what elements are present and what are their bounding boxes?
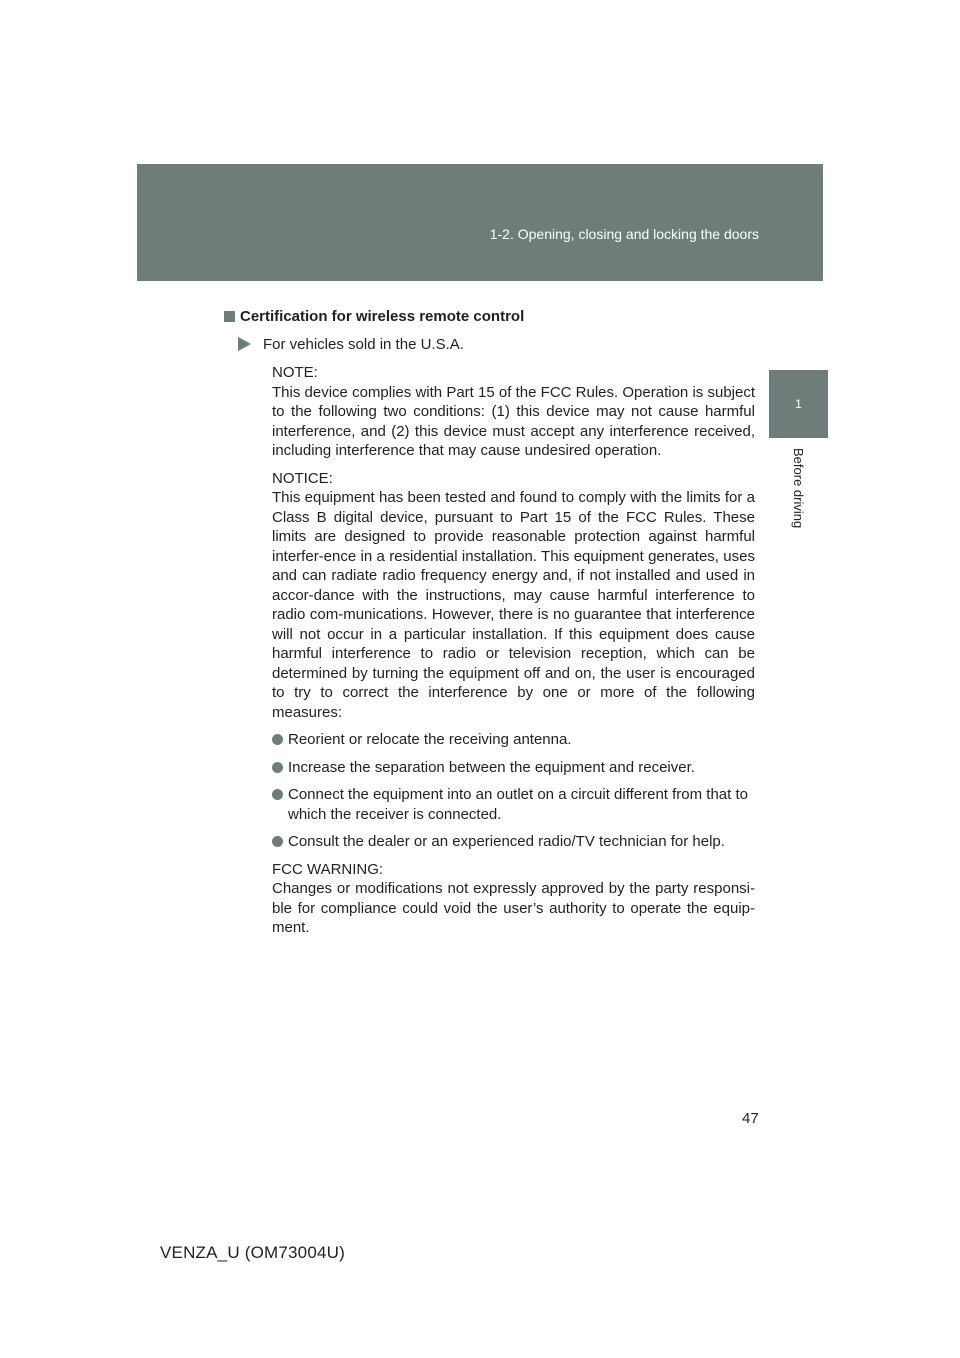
bullet-icon: [272, 789, 283, 800]
square-bullet-icon: [224, 311, 235, 322]
section-heading: [224, 307, 755, 327]
list-item: [272, 730, 755, 750]
list-item: [272, 785, 755, 824]
bullet-icon: [272, 734, 283, 745]
measure-text: Consult the dealer or an experienced radio/TV technician for help.: [288, 833, 725, 850]
note-text: This device complies with Part 15 of the FCC Rules. Operation is subject to the following two conditions: (1) this device may not cause harmful interference, and (2) this device must accept any interference received, including interference that may cause undesired operation.: [272, 383, 755, 459]
chapter-tab[interactable]: [769, 370, 828, 438]
notice-paragraph: [272, 469, 755, 723]
list-item: [272, 832, 755, 852]
main-content: [224, 307, 755, 946]
region-line: [238, 335, 755, 355]
page-number: 47: [742, 1110, 759, 1127]
triangle-pointer-icon: [238, 337, 251, 351]
measure-text: Connect the equipment into an outlet on a circuit different from that to which the receiver is connected.: [288, 786, 748, 823]
notice-label: NOTICE:: [272, 469, 333, 487]
warning-label: FCC WARNING:: [272, 860, 384, 878]
notice-text: This equipment has been tested and found to comply with the limits for a Class B digital device, pursuant to Part 15 of the FCC Rules. These limits are designed to provide reasonable protection against harmful interfer-ence in a residential installation. This equipment generates, uses and can radiate radio frequency energy and, if not installed and used in accor-dance with the instructions, may cause harmful interference to radio com-munications. However, there is no guarantee that interference will not occur in a particular installation. If this equipment does cause harmful interference to radio or television reception, which can be determined by turning the equipment off and on, the user is encouraged to try to correct the interference by one or more of the following measures:: [272, 489, 755, 721]
bullet-icon: [272, 836, 283, 847]
section-title: 1-2. Opening, closing and locking the doors: [489, 226, 759, 242]
region-text: For vehicles sold in the U.S.A.: [263, 335, 464, 353]
note-paragraph: [272, 363, 755, 461]
indented-body: [272, 363, 755, 938]
heading-text: Certification for wireless remote control: [240, 308, 525, 325]
warning-text: Changes or modifications not expressly approved by the party responsi-ble for compliance could void the user’s authority to operate the equip-ment.: [272, 880, 755, 936]
header-band: [137, 164, 823, 281]
measure-text: Reorient or relocate the receiving antenna.: [288, 731, 572, 748]
bullet-icon: [272, 762, 283, 773]
list-item: [272, 758, 755, 778]
warning-paragraph: [272, 860, 755, 938]
measure-text: Increase the separation between the equipment and receiver.: [288, 758, 695, 776]
document-id: VENZA_U (OM73004U): [160, 1243, 345, 1262]
chapter-number: 1: [795, 397, 802, 411]
chapter-label: Before driving: [791, 448, 806, 529]
note-label: NOTE:: [272, 364, 318, 381]
